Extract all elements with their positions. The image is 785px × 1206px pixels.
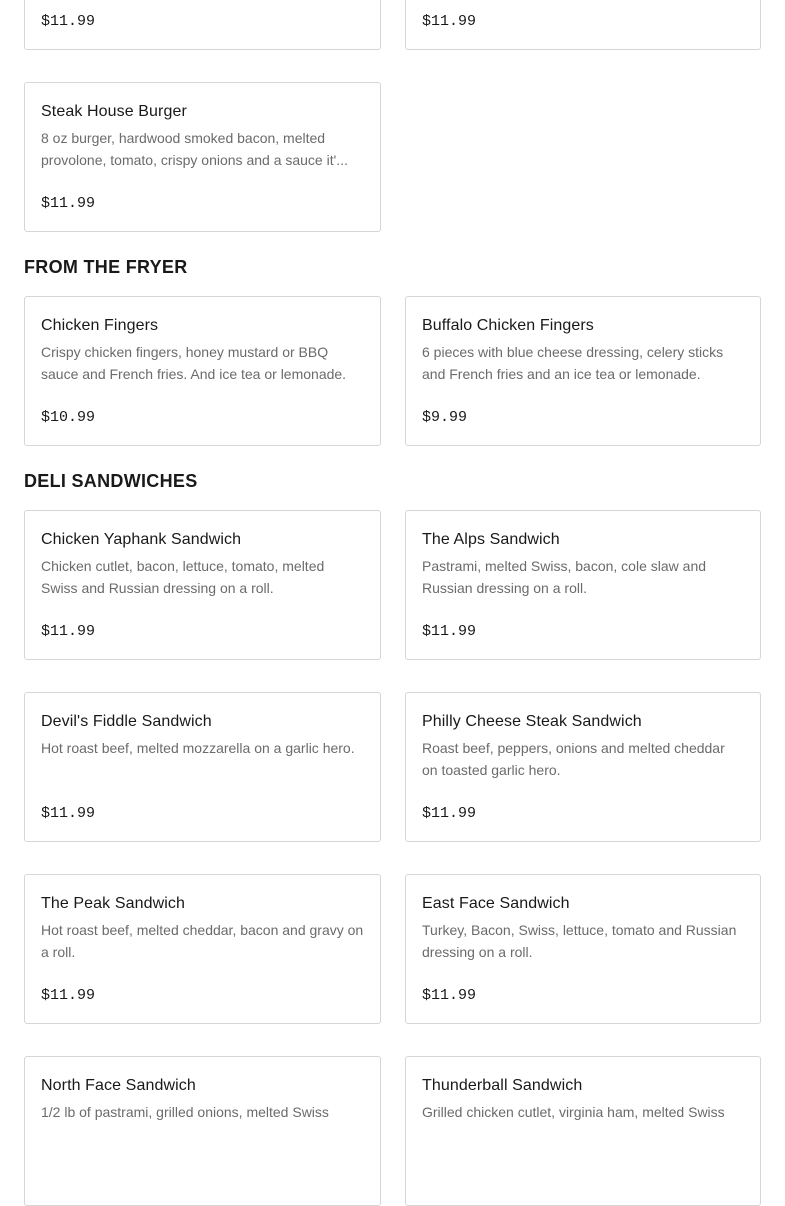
item-name: Philly Cheese Steak Sandwich: [422, 713, 642, 730]
item-name: Chicken Yaphank Sandwich: [41, 531, 242, 548]
menu-item-thunderball-sandwich[interactable]: [405, 1056, 761, 1206]
section-title-from-the-fryer: FROM THE FRYER: [24, 257, 188, 277]
item-description: Turkey, Bacon, Swiss, lettuce, tomato and Russian dressing on a roll.: [422, 922, 737, 960]
item-description: Pastrami, melted Swiss, bacon, cole slaw and Russian dressing on a roll.: [422, 558, 707, 596]
item-name: The Peak Sandwich: [41, 895, 186, 912]
item-price: $9.99: [422, 409, 468, 426]
item-name: Devil's Fiddle Sandwich: [41, 713, 212, 730]
item-price: $11.99: [422, 987, 477, 1004]
item-price: $11.99: [422, 623, 477, 640]
item-description: Roast beef, peppers, onions and melted cheddar on toasted garlic hero.: [422, 740, 725, 778]
item-price: $11.99: [41, 195, 96, 212]
menu-item-east-face-sandwich[interactable]: [405, 874, 761, 1024]
menu-item-devils-fiddle-sandwich[interactable]: [24, 692, 381, 842]
item-name: North Face Sandwich: [41, 1077, 196, 1094]
item-price: $11.99: [41, 805, 96, 822]
item-name: Chicken Fingers: [41, 317, 159, 334]
item-price: $11.99: [422, 13, 477, 30]
menu-item-philly-cheese-steak-sandwich[interactable]: [405, 692, 761, 842]
menu-item-the-peak-sandwich[interactable]: [24, 874, 381, 1024]
menu-item-card[interactable]: [24, 0, 381, 50]
item-name: Thunderball Sandwich: [422, 1077, 583, 1094]
menu-item-card[interactable]: [405, 0, 761, 50]
item-description: 6 pieces with blue cheese dressing, celery sticks and French fries and an ice tea or lemonade.: [422, 344, 724, 382]
item-description: 8 oz burger, hardwood smoked bacon, melted provolone, tomato, crispy onions and a sauce it'...: [41, 130, 348, 168]
menu-item-north-face-sandwich[interactable]: [24, 1056, 381, 1206]
item-name: The Alps Sandwich: [422, 531, 560, 548]
menu-item-steak-house-burger[interactable]: [24, 82, 381, 232]
item-description: Grilled chicken cutlet, virginia ham, melted Swiss: [422, 1104, 725, 1120]
item-price: $10.99: [41, 409, 96, 426]
menu-item-chicken-yaphank-sandwich[interactable]: [24, 510, 381, 660]
item-name: East Face Sandwich: [422, 895, 570, 912]
section-title-deli-sandwiches: DELI SANDWICHES: [24, 471, 198, 491]
menu-item-chicken-fingers[interactable]: [24, 296, 381, 446]
item-price: $11.99: [422, 805, 477, 822]
item-description: Hot roast beef, melted mozzarella on a garlic hero.: [41, 740, 355, 756]
menu-item-the-alps-sandwich[interactable]: [405, 510, 761, 660]
item-description: Chicken cutlet, bacon, lettuce, tomato, melted Swiss and Russian dressing on a roll.: [41, 558, 325, 596]
item-description: 1/2 lb of pastrami, grilled onions, melted Swiss: [41, 1104, 329, 1120]
item-name: Steak House Burger: [41, 103, 187, 120]
item-price: $11.99: [41, 987, 96, 1004]
item-price: $11.99: [41, 13, 96, 30]
menu-item-buffalo-chicken-fingers[interactable]: [405, 296, 761, 446]
item-name: Buffalo Chicken Fingers: [422, 317, 594, 334]
item-price: $11.99: [41, 623, 96, 640]
item-description: Hot roast beef, melted cheddar, bacon and gravy on a roll.: [41, 922, 364, 960]
item-description: Crispy chicken fingers, honey mustard or BBQ sauce and French fries. And ice tea or lemonade.: [41, 344, 347, 382]
